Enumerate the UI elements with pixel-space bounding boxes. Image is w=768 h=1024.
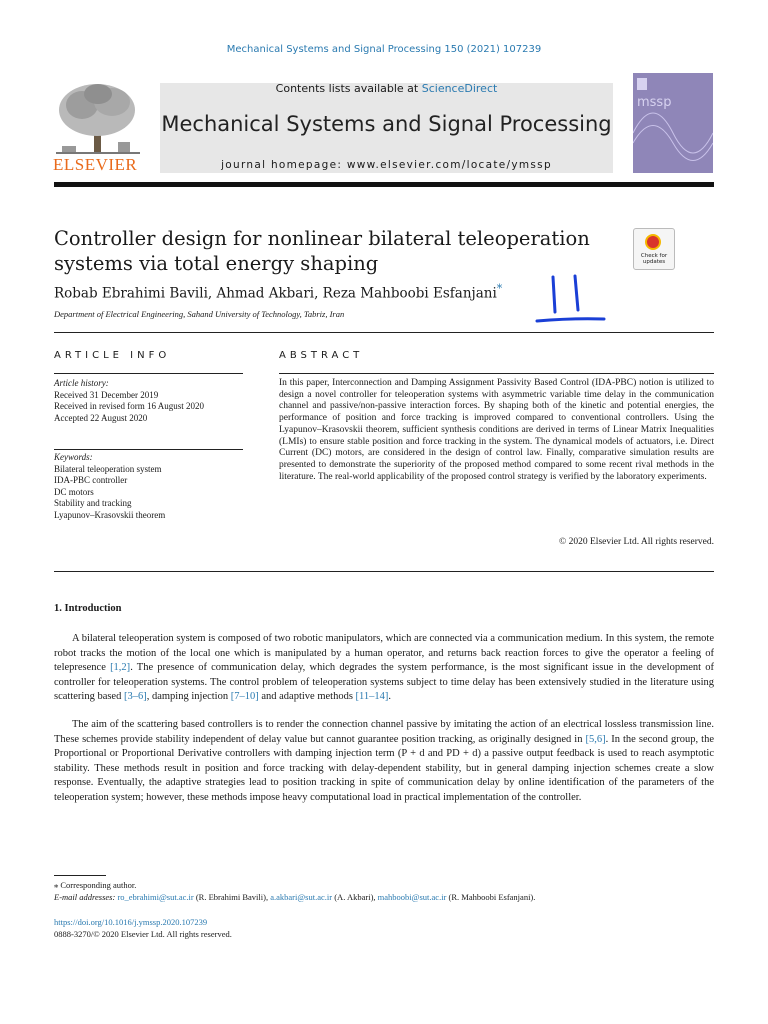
text: , damping injection [146,691,231,703]
divider [54,332,714,333]
footnote-rule [54,875,106,876]
authors-text: Robab Ebrahimi Bavili, Ahmad Akbari, Reza Mahboobi Esfanjani [54,285,497,302]
article-info-heading: ARTICLE INFO [54,350,171,361]
divider [54,373,243,374]
check-for-updates-button[interactable] [633,228,675,270]
divider [54,571,714,572]
received-date: Received 31 December 2019 [54,389,159,400]
text: (R. Ebrahimi Bavili), [193,892,271,902]
history-label: Article history: [54,378,109,388]
corresponding-author-mark[interactable]: * [496,282,503,295]
keywords-block [54,452,244,522]
abstract-heading: ABSTRACT [279,350,364,361]
text: and adaptive methods [258,691,356,703]
journal-title: Mechanical Systems and Signal Processing [161,112,612,136]
email-link[interactable]: ro_ebrahimi@sut.ac.ir [117,892,194,902]
keyword: Bilateral teleoperation system [54,463,162,474]
text: . [388,691,392,703]
abstract-text: In this paper, Interconnection and Damping Assignment Passivity Based Control (IDA-PBC) notion is utilized to design a novel controller for teleoperation systems with asymmetric variable time delay in the communication channel and passive/non-passive interaction forces. By shaping both of the kinetic and potential energies, the performance of position and force tracking is improved compared to conventional controllers. Using the Lyapunov–Krasovskii theorem, sufficient synthesis conditions are derived in terms of Linear Matrix Inequalities (LMIs) to ensure stable position and force tracking in the system. The dynamical models of actuators, i.e. Direct Current (DC) motors, are considered in the design of control law. Finally, comparative simulation results are presented to demonstrate the superiority of the proposed method compared to some recent rival methods in the literature. The real-world applicability of the proposed control strategy is verified by the laboratory experiments. [279,378,714,482]
keyword: Lyapunov–Krasovskii theorem [54,509,166,520]
contents-line [160,82,613,95]
text: A bilateral teleoperation system is composed of two robotic manipulators, which are connected via a communication medium. In this system, the remote robot tracks the motion of the local one which is manipulated by a human operator, and returns back reaction forces to give the operator a feeling of telepresence [54,633,714,674]
article-history [54,378,244,424]
corresponding-footnote: ⁎ Corresponding author. [54,880,137,890]
text: . The presence of communication delay, which degrades the system performance, is the most significant issue in the development of controller for teleoperation systems. The control problem of teleoperation systems subject to time delay has been extensively studied in the literature using scattering based [54,662,714,703]
abstract-copyright: © 2020 Elsevier Ltd. All rights reserved. [559,537,714,547]
text: The aim of the scattering based controllers is to render the connection channel passive by imitating the action of an electrical lossless transmission line. These schemes provide stability independent of delay value but cannot guarantee position tracking, as originally designed in [54,719,714,745]
citation-link[interactable]: [3–6] [123,691,147,703]
header-rule [54,182,714,187]
keyword: Stability and tracking [54,498,132,509]
email-footnote [54,891,535,903]
divider [54,449,243,450]
affiliation: Department of Electrical Engineering, Sahand University of Technology, Tabriz, Iran [54,309,345,319]
email-link[interactable]: a.akbari@sut.ac.ir [270,892,333,902]
text: (A. Akbari), [332,892,378,902]
text: . In the second group, the Proportional or Proportional Derivative controllers with damping injection term (P + d and PD + d) a passive output feedback is used to reach asymptotic stability. These methods result in position and force tracking with delay-dependent stability, but in general damping injection schemes create a slow response. Eventually, the adaptive strategies lead to position tracking in spite of communication delay by online identification of the parameters of the teleoperation system; however, these methods impose heavy computational load in practical implementation of the controller. [54,733,714,803]
handwritten-mark-icon [534,272,610,328]
journal-reference[interactable]: Mechanical Systems and Signal Processing 150 (2021) 107239 [226,44,542,55]
author-list [54,282,502,302]
journal-homepage[interactable]: journal homepage: www.elsevier.com/locate/ymssp [221,159,552,171]
citation-link[interactable]: [11–14] [355,691,389,703]
journal-cover-thumbnail[interactable] [633,73,713,173]
check-updates-label: Check for updates [640,253,668,265]
keyword: IDA-PBC controller [54,475,128,486]
issn-copyright: 0888-3270/© 2020 Elsevier Ltd. All rights reserved. [54,929,232,939]
cover-wave-icon [633,73,713,173]
email-label: E-mail addresses: [54,892,116,902]
intro-paragraph-2 [54,718,714,806]
cover-label: mssp [637,95,672,110]
text: (R. Mahboobi Esfanjani). [446,892,536,902]
citation-link[interactable]: [7–10] [230,691,259,703]
check-updates-icon [645,234,661,250]
citation-link[interactable]: [5,6] [585,733,606,745]
article-title: Controller design for nonlinear bilateral teleoperation systems via total energy shaping [54,227,590,275]
accepted-date: Accepted 22 August 2020 [54,412,148,423]
citation-link[interactable]: [1,2] [110,662,131,674]
elsevier-wordmark: ELSEVIER [53,155,138,174]
revised-date: Received in revised form 16 August 2020 [54,401,204,412]
email-link[interactable]: mahboobi@sut.ac.ir [377,892,447,902]
keywords-label: Keywords: [54,452,93,462]
keyword: DC motors [54,486,94,497]
doi-link[interactable]: https://doi.org/10.1016/j.ymssp.2020.107239 [54,917,208,927]
intro-paragraph-1 [54,632,714,705]
contents-prefix: Contents lists available at [275,82,422,95]
divider [279,373,714,374]
sciencedirect-link[interactable]: ScienceDirect [421,82,498,95]
section-heading: 1. Introduction [54,603,122,614]
